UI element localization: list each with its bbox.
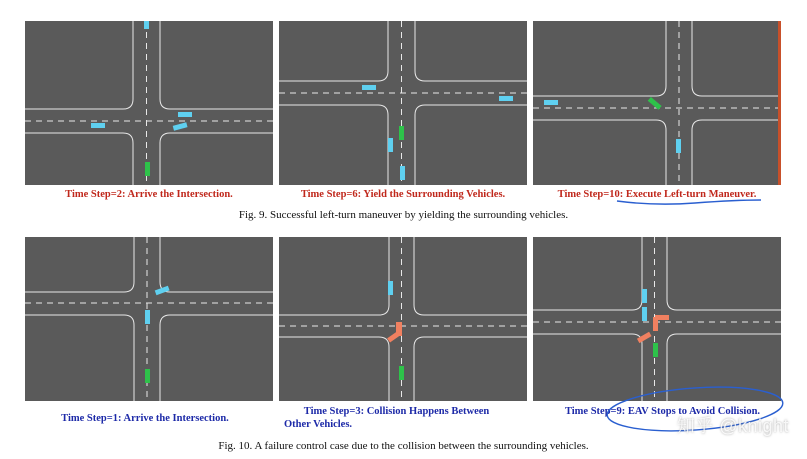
fig10-panel-2-label xyxy=(284,405,509,431)
surrounding-vehicle xyxy=(544,100,558,105)
intersection-scene xyxy=(533,237,781,401)
surrounding-vehicle xyxy=(642,289,647,303)
surrounding-vehicle xyxy=(676,139,681,153)
intersection-scene xyxy=(533,21,781,185)
ego-vehicle xyxy=(145,162,150,176)
intersection-scene xyxy=(279,21,527,185)
surrounding-vehicle xyxy=(362,85,376,90)
fig10-panel-2-label-line2: Other Vehicles. xyxy=(284,419,353,430)
fig10-caption: Fig. 10. A failure control case due to the collision between the surrounding vehicles. xyxy=(218,440,589,452)
ego-vehicle xyxy=(653,343,658,357)
surrounding-vehicle xyxy=(144,21,149,29)
handwritten-underline xyxy=(615,196,765,208)
fig10-panel-2 xyxy=(279,237,527,401)
collision-vehicle xyxy=(655,315,669,320)
watermark: 知乎 @knight xyxy=(676,416,789,436)
surrounding-vehicle xyxy=(388,281,393,295)
fig10-panel-2-label-line1: Time Step=3: Collision Happens Between xyxy=(303,406,490,417)
fig10-panel-1 xyxy=(25,237,273,401)
fig9-panel-3 xyxy=(533,21,781,185)
ego-vehicle xyxy=(399,366,404,380)
fig9-caption: Fig. 9. Successful left-turn maneuver by yielding the surrounding vehicles. xyxy=(238,209,569,221)
fig9-panel-1 xyxy=(25,21,273,185)
ego-vehicle xyxy=(399,126,404,140)
ego-vehicle xyxy=(145,369,150,383)
right-edge-marker xyxy=(778,21,781,185)
fig10-panel-3 xyxy=(533,237,781,401)
fig9-panel-2 xyxy=(279,21,527,185)
surrounding-vehicle xyxy=(642,307,647,321)
surrounding-vehicle xyxy=(499,96,513,101)
surrounding-vehicle xyxy=(145,310,150,324)
fig9-panel-1-label: Time Step=2: Arrive the Intersection. xyxy=(65,189,233,200)
surrounding-vehicle xyxy=(400,166,405,180)
intersection-scene xyxy=(25,21,273,185)
fig10-panel-3-label: Time Step=9: EAV Stops to Avoid Collision. xyxy=(564,406,761,417)
intersection-scene xyxy=(279,237,527,401)
fig9-panel-2-label: Time Step=6: Yield the Surrounding Vehicles. xyxy=(300,189,506,200)
surrounding-vehicle xyxy=(91,123,105,128)
intersection-scene xyxy=(25,237,273,401)
fig10-panel-1-label: Time Step=1: Arrive the Intersection. xyxy=(61,413,229,424)
fig9-panel-3-label: Time Step=10: Execute Left-turn Maneuver. xyxy=(557,189,757,200)
surrounding-vehicle xyxy=(388,138,393,152)
surrounding-vehicle xyxy=(178,112,192,117)
